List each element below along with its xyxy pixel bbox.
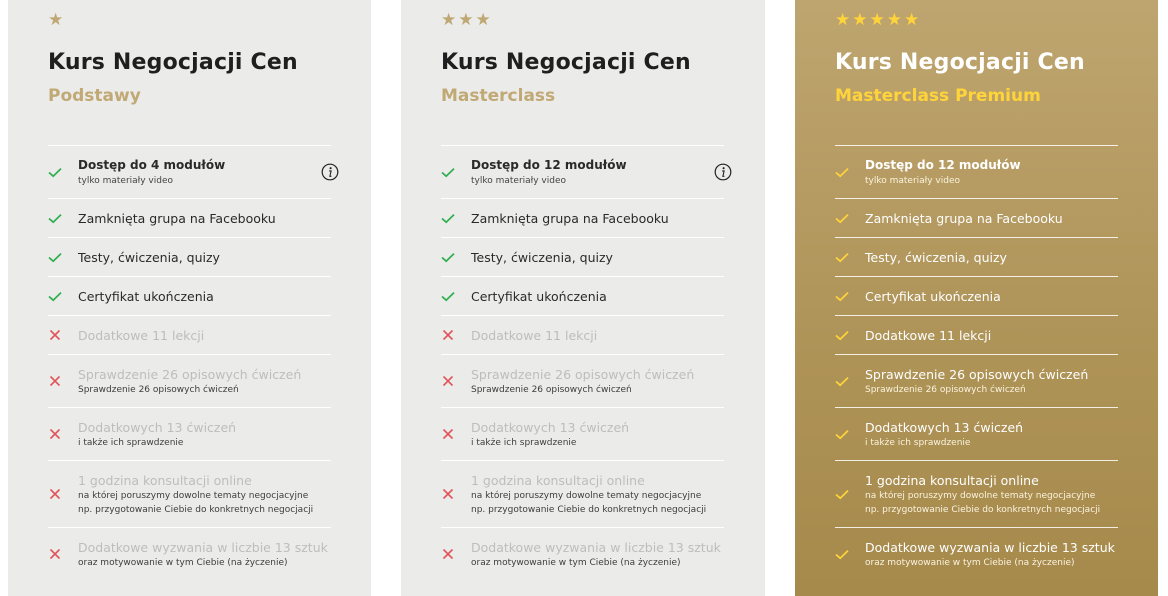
feature-detail: i także ich sprawdzenie <box>865 437 971 448</box>
feature-detail: tylko materiały video <box>471 175 567 186</box>
feature-detail: oraz motywowanie w tym Ciebie (na życzenie) <box>78 557 288 568</box>
feature-name: Dostęp do 4 modułów <box>78 157 226 172</box>
feature-item <box>835 527 1118 580</box>
feature-item <box>835 354 1118 407</box>
feature-item <box>48 460 331 527</box>
feature-item <box>441 460 724 527</box>
feature-detail: na której poruszymy dowolne tematy negocjacyjne <box>865 490 1096 501</box>
feature-name: Certyfikat ukończenia <box>865 288 1001 304</box>
feature-item <box>441 407 724 460</box>
feature-name: Sprawdzenie 26 opisowych ćwiczeń <box>471 366 695 382</box>
feature-name: Dodatkowych 13 ćwiczeń <box>865 419 1024 435</box>
feature-list <box>835 145 1118 580</box>
feature-item <box>835 237 1118 276</box>
feature-name: Dostęp do 12 modułów <box>865 157 1021 172</box>
feature-detail: tylko materiały video <box>865 175 961 186</box>
feature-detail: Sprawdzenie 26 opisowych ćwiczeń <box>78 384 239 395</box>
feature-name: Dodatkowych 13 ćwiczeń <box>78 419 237 435</box>
feature-item <box>441 527 724 580</box>
feature-detail: tylko materiały video <box>78 175 174 186</box>
rating-stars: ★★★ <box>441 10 493 30</box>
feature-item <box>835 276 1118 315</box>
feature-item <box>48 145 331 198</box>
check-icon <box>440 210 456 226</box>
feature-name: Dostęp do 12 modułów <box>471 157 627 172</box>
plan-card-masterclass <box>401 0 765 596</box>
feature-name: 1 godzina konsultacji online <box>865 472 1039 488</box>
check-icon <box>47 249 63 265</box>
rating-stars: ★ <box>48 10 66 30</box>
feature-item <box>48 276 331 315</box>
feature-name: 1 godzina konsultacji online <box>471 472 645 488</box>
plan-subtitle: Podstawy <box>48 86 141 106</box>
feature-list <box>48 145 331 580</box>
feature-name: Testy, ćwiczenia, quizy <box>865 249 1007 265</box>
feature-name: Dodatkowe 11 lekcji <box>865 327 992 343</box>
feature-item <box>48 407 331 460</box>
feature-item <box>835 407 1118 460</box>
rating-stars: ★★★★★ <box>835 10 922 30</box>
feature-item <box>48 237 331 276</box>
cross-icon <box>440 486 456 502</box>
feature-item <box>441 145 724 198</box>
feature-name: Dodatkowe 11 lekcji <box>78 327 205 343</box>
cross-icon <box>440 426 456 442</box>
feature-item <box>835 315 1118 354</box>
feature-name: Dodatkowe wyzwania w liczbie 13 sztuk <box>471 539 721 555</box>
cross-icon <box>47 327 63 343</box>
feature-item <box>48 527 331 580</box>
feature-detail: i także ich sprawdzenie <box>471 437 577 448</box>
feature-name: Zamknięta grupa na Facebooku <box>78 210 276 226</box>
plan-title: Kurs Negocjacji Cen <box>48 50 298 75</box>
feature-detail: na której poruszymy dowolne tematy negocjacyjne <box>471 490 702 501</box>
feature-detail: np. przygotowanie Ciebie do konkretnych negocjacji <box>471 504 707 515</box>
cross-icon <box>47 546 63 562</box>
feature-item <box>48 198 331 237</box>
feature-name: 1 godzina konsultacji online <box>78 472 252 488</box>
check-icon <box>440 249 456 265</box>
info-icon[interactable] <box>321 163 339 181</box>
feature-name: Sprawdzenie 26 opisowych ćwiczeń <box>78 366 302 382</box>
feature-name: Dodatkowe wyzwania w liczbie 13 sztuk <box>78 539 328 555</box>
cross-icon <box>47 486 63 502</box>
feature-item <box>441 198 724 237</box>
feature-item <box>48 354 331 407</box>
feature-detail: Sprawdzenie 26 opisowych ćwiczeń <box>865 384 1026 395</box>
check-icon <box>834 249 850 265</box>
feature-name: Dodatkowych 13 ćwiczeń <box>471 419 630 435</box>
plan-card-masterclass-premium <box>795 0 1158 596</box>
feature-name: Certyfikat ukończenia <box>78 288 214 304</box>
feature-name: Certyfikat ukończenia <box>471 288 607 304</box>
feature-name: Dodatkowe wyzwania w liczbie 13 sztuk <box>865 539 1115 555</box>
plan-card-podstawy <box>8 0 371 596</box>
check-icon <box>834 210 850 226</box>
check-icon <box>47 288 63 304</box>
feature-item <box>835 460 1118 527</box>
feature-detail: np. przygotowanie Ciebie do konkretnych negocjacji <box>865 504 1101 515</box>
cross-icon <box>440 327 456 343</box>
check-icon <box>834 426 850 442</box>
feature-name: Testy, ćwiczenia, quizy <box>471 249 613 265</box>
feature-item <box>441 237 724 276</box>
check-icon <box>834 288 850 304</box>
feature-detail: oraz motywowanie w tym Ciebie (na życzenie) <box>865 557 1075 568</box>
check-icon <box>834 164 850 180</box>
info-icon[interactable] <box>714 163 732 181</box>
feature-item <box>441 315 724 354</box>
check-icon <box>834 373 850 389</box>
cross-icon <box>47 373 63 389</box>
cross-icon <box>47 426 63 442</box>
feature-item <box>48 315 331 354</box>
feature-name: Zamknięta grupa na Facebooku <box>865 210 1063 226</box>
check-icon <box>47 210 63 226</box>
plan-title: Kurs Negocjacji Cen <box>835 50 1085 75</box>
check-icon <box>440 164 456 180</box>
feature-detail: i także ich sprawdzenie <box>78 437 184 448</box>
feature-item <box>835 198 1118 237</box>
check-icon <box>47 164 63 180</box>
plan-subtitle: Masterclass <box>441 86 556 106</box>
check-icon <box>440 288 456 304</box>
cross-icon <box>440 546 456 562</box>
feature-name: Testy, ćwiczenia, quizy <box>78 249 220 265</box>
check-icon <box>834 546 850 562</box>
plan-title: Kurs Negocjacji Cen <box>441 50 691 75</box>
feature-detail: np. przygotowanie Ciebie do konkretnych negocjacji <box>78 504 314 515</box>
check-icon <box>834 327 850 343</box>
feature-detail: na której poruszymy dowolne tematy negocjacyjne <box>78 490 309 501</box>
feature-item <box>441 276 724 315</box>
feature-list <box>441 145 724 580</box>
feature-item <box>441 354 724 407</box>
feature-detail: Sprawdzenie 26 opisowych ćwiczeń <box>471 384 632 395</box>
feature-name: Sprawdzenie 26 opisowych ćwiczeń <box>865 366 1089 382</box>
feature-name: Zamknięta grupa na Facebooku <box>471 210 669 226</box>
cross-icon <box>440 373 456 389</box>
check-icon <box>834 486 850 502</box>
feature-name: Dodatkowe 11 lekcji <box>471 327 598 343</box>
feature-item <box>835 145 1118 198</box>
feature-detail: oraz motywowanie w tym Ciebie (na życzenie) <box>471 557 681 568</box>
plan-subtitle: Masterclass Premium <box>835 86 1041 106</box>
